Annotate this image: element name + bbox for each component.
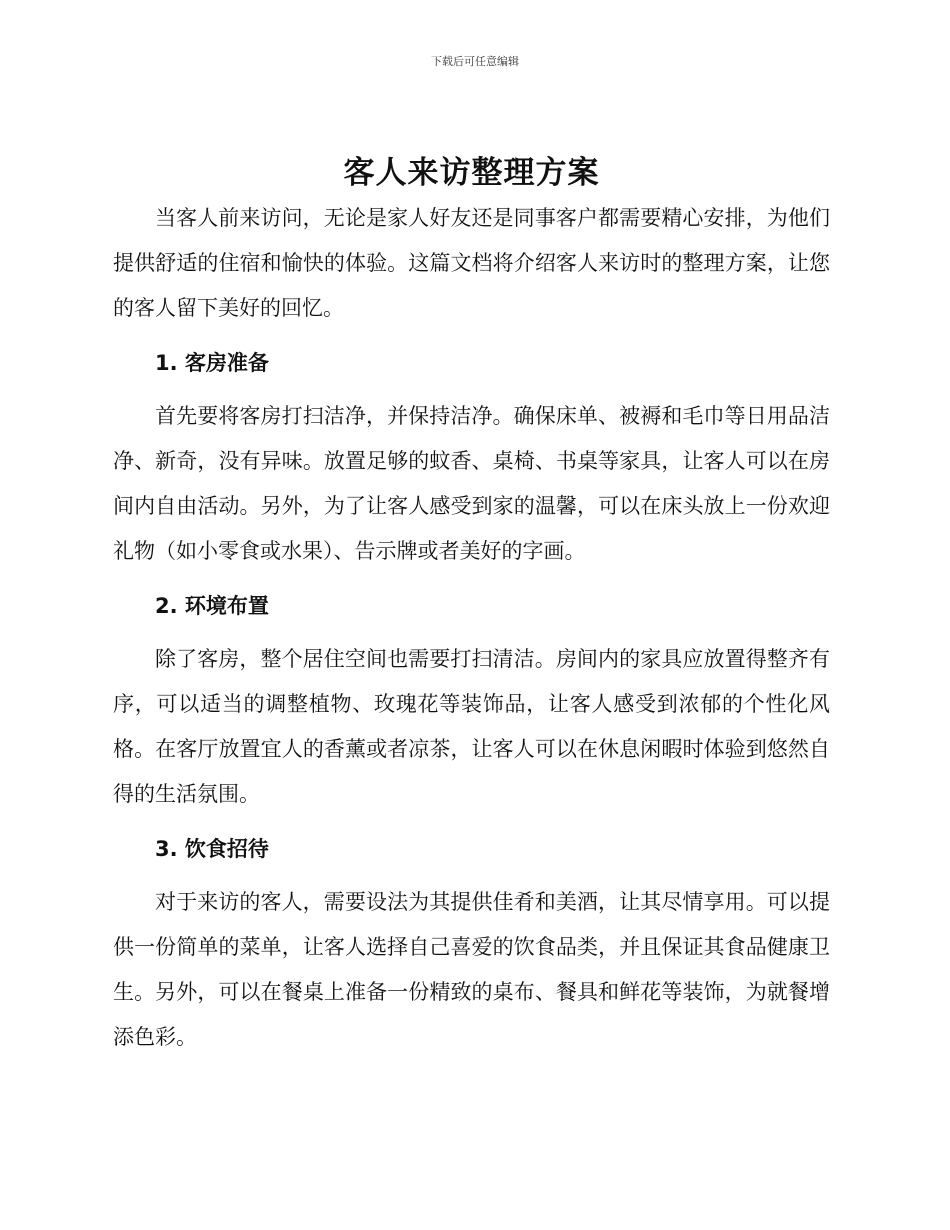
header-note: 下载后可任意编辑 [431,55,519,68]
section-body-environment-setup: 除了客房，整个居住空间也需要打扫清洁。房间内的家具应放置得整齐有序，可以适当的调整植物、玫瑰花等装饰品，让客人感受到浓郁的个性化风格。在客厅放置宜人的香薰或者凉茶，让客人可以在休息闲暇时体验到悠然自得的生活氛围。 [113,647,830,806]
document-body [113,152,830,1060]
section-body-dining-hospitality: 对于来访的客人，需要设法为其提供佳肴和美酒，让其尽情享用。可以提供一份简单的菜单，让客人选择自己喜爱的饮食品类，并且保证其食品健康卫生。另外，可以在餐桌上准备一份精致的桌布、餐具和鲜花等装饰，为就餐增添色彩。 [113,890,830,1049]
section-heading-dining-hospitality: 3. 饮食招待 [155,837,269,861]
section-heading-room-preparation: 1. 客房准备 [155,351,269,375]
section-heading-environment-setup: 2. 环境布置 [155,594,269,618]
document-title: 客人来访整理方案 [343,155,600,191]
section-body-room-preparation: 首先要将客房打扫洁净，并保持洁净。确保床单、被褥和毛巾等日用品洁净、新奇，没有异味。放置足够的蚊香、桌椅、书桌等家具，让客人可以在房间内自由活动。另外，为了让客人感受到家的温馨，可以在床头放上一份欢迎礼物（如小零食或水果）、告示牌或者美好的字画。 [113,404,830,563]
intro-paragraph: 当客人前来访问，无论是家人好友还是同事客户都需要精心安排，为他们提供舒适的住宿和愉快的体验。这篇文档将介绍客人来访时的整理方案，让您的客人留下美好的回忆。 [113,206,830,320]
